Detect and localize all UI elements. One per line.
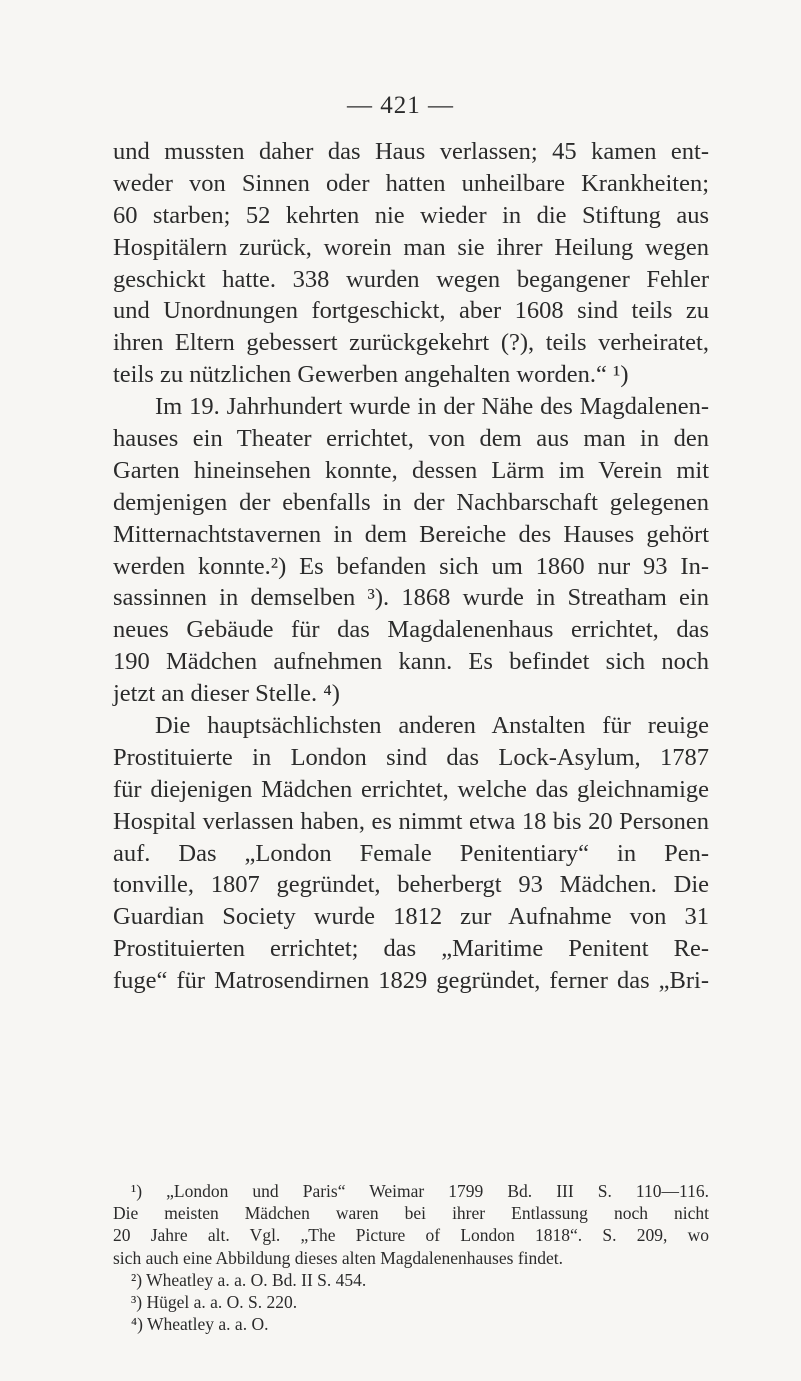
text-line: hauses ein Theater errichtet, von dem aus man in den	[113, 425, 709, 453]
footnote-line: ²) Wheatley a. a. O. Bd. II S. 454.	[131, 1269, 367, 1290]
text-line: Die hauptsächlichsten anderen Anstalten für reuige	[155, 712, 709, 740]
footnote-line: 20 Jahre alt. Vgl. „The Picture of London 1818“. S. 209, wo	[113, 1225, 709, 1246]
text-line: Hospitälern zurück, worein man sie ihrer Heilung wegen	[113, 233, 709, 261]
text-line: jetzt an dieser Stelle. ⁴)	[113, 680, 340, 708]
text-line: und mussten daher das Haus verlassen; 45 kamen ent-	[113, 138, 709, 165]
footnote-line: sich auch eine Abbildung dieses alten Magdalenenhauses findet.	[113, 1247, 564, 1268]
text-line: für diejenigen Mädchen errichtet, welche das gleichnamige	[113, 775, 709, 803]
text-line: fuge“ für Matrosendirnen 1829 gegründet, ferner das „Bri-	[113, 967, 709, 995]
text-line: weder von Sinnen oder hatten unheilbare Krankheiten;	[113, 169, 709, 197]
text-line: 60 starben; 52 kehrten nie wieder in die Stiftung aus	[113, 201, 709, 229]
text-line: teils zu nützlichen Gewerben angehalten worden.“ ¹)	[113, 361, 629, 389]
text-line: sassinnen in demselben ³). 1868 wurde in Streatham ein	[113, 584, 709, 612]
text-line: ihren Eltern gebessert zurückgekehrt (?), teils verheiratet,	[113, 329, 709, 357]
text-line: Prostituierte in London sind das Lock-Asylum, 1787	[113, 743, 709, 771]
text-line: Mitternachtstavernen in dem Bereiche des Hauses gehört	[113, 520, 709, 548]
text-line: Im 19. Jahrhundert wurde in der Nähe des Magdalenen-	[155, 393, 709, 421]
text-line: demjenigen der ebenfalls in der Nachbarschaft gelegenen	[113, 488, 709, 516]
text-line: und Unordnungen fortgeschickt, aber 1608 sind teils zu	[113, 297, 709, 325]
footnote-line: ¹) „London und Paris“ Weimar 1799 Bd. III S. 110—116.	[131, 1181, 709, 1201]
text-line: werden konnte.²) Es befanden sich um 1860 nur 93 In-	[113, 552, 709, 580]
footnote-line: Die meisten Mädchen waren bei ihrer Entlassung noch nicht	[113, 1203, 709, 1224]
text-line: Hospital verlassen haben, es nimmt etwa 18 bis 20 Personen	[113, 807, 709, 835]
text-line: tonville, 1807 gegründet, beherbergt 93 Mädchen. Die	[113, 871, 709, 899]
footnote-line: ⁴) Wheatley a. a. O.	[131, 1314, 269, 1335]
text-line: Garten hineinsehen konnte, dessen Lärm im Verein mit	[113, 456, 709, 484]
text-line: Guardian Society wurde 1812 zur Aufnahme von 31	[113, 903, 709, 931]
footnotes	[113, 1180, 709, 1335]
text-line: geschickt hatte. 338 wurden wegen begangener Fehler	[113, 265, 709, 293]
body-text	[113, 136, 709, 997]
footnote-line: ³) Hügel a. a. O. S. 220.	[131, 1291, 298, 1312]
text-line: Prostituierten errichtet; das „Maritime Penitent Re-	[113, 935, 709, 963]
text-line: 190 Mädchen aufnehmen kann. Es befindet sich noch	[113, 648, 709, 676]
text-line: auf. Das „London Female Penitentiary“ in Pen-	[113, 839, 709, 867]
page-number: — 421 —	[347, 92, 454, 119]
text-line: neues Gebäude für das Magdalenenhaus errichtet, das	[113, 616, 709, 644]
